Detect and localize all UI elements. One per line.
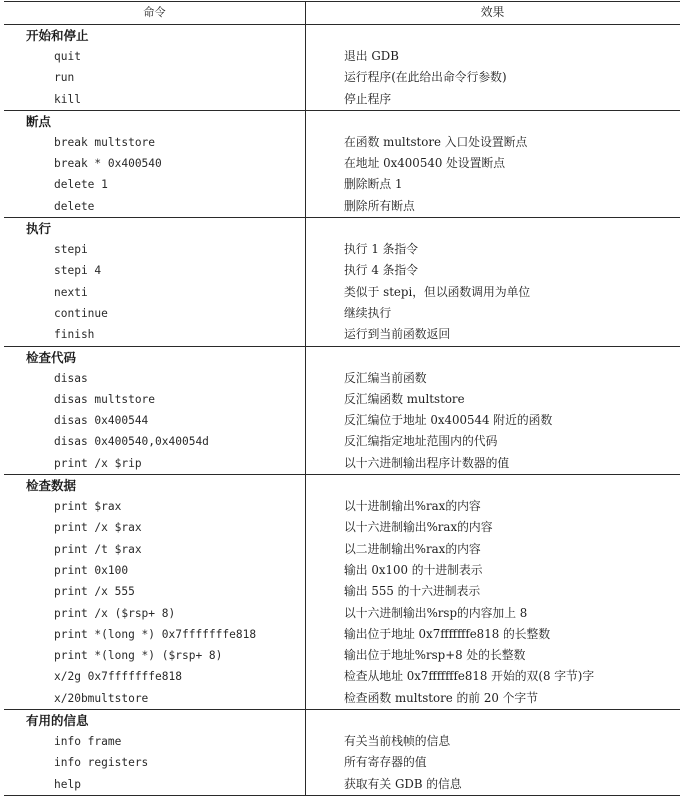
table-row xyxy=(4,410,680,431)
command-text: quit xyxy=(54,50,81,63)
effect-text: 获取有关 GDB 的信息 xyxy=(344,776,462,791)
command-text: print /x 555 xyxy=(54,585,135,599)
effect-text: 所有寄存器的值 xyxy=(344,755,427,770)
effect-text: 输出位于地址%rsp+8 处的长整数 xyxy=(344,648,526,663)
table-row xyxy=(4,67,680,88)
command-text: continue xyxy=(54,306,108,320)
command-text: info registers xyxy=(54,756,149,770)
command-text: print /x $rax xyxy=(54,521,142,535)
table-section xyxy=(4,25,680,111)
table-section xyxy=(4,710,680,796)
section-title: 断点 xyxy=(26,113,52,129)
section-title: 检查代码 xyxy=(26,349,77,365)
command-text: disas multstore xyxy=(54,392,156,406)
effect-text: 以十六进制输出%rsp的内容加上 8 xyxy=(344,605,528,620)
table-row xyxy=(4,196,680,217)
table-row xyxy=(4,774,680,795)
column-divider xyxy=(305,2,306,24)
table-row xyxy=(4,539,680,560)
table-row xyxy=(4,174,680,195)
effect-text: 有关当前栈帧的信息 xyxy=(344,734,451,749)
effect-text: 反汇编指定地址范围内的代码 xyxy=(344,434,498,449)
table-row xyxy=(4,603,680,624)
header-effect: 效果 xyxy=(480,5,505,19)
table-section xyxy=(4,111,680,218)
table-row xyxy=(4,431,680,452)
section-title: 执行 xyxy=(26,221,52,237)
command-text: info frame xyxy=(54,735,122,749)
command-text: print *(long *) ($rsp+ 8) xyxy=(54,649,223,663)
effect-text: 输出 0x100 的十进制表示 xyxy=(344,562,483,577)
command-text: delete xyxy=(54,199,95,213)
table-row xyxy=(4,132,680,153)
effect-text: 以十进制输出%rax的内容 xyxy=(344,499,481,514)
effect-text: 运行到当前函数返回 xyxy=(344,327,451,342)
command-text: kill xyxy=(54,92,81,106)
effect-text: 在地址 0x400540 处设置断点 xyxy=(344,156,506,171)
table-row xyxy=(4,389,680,410)
table-row xyxy=(4,46,680,67)
effect-text: 反汇编当前函数 xyxy=(344,370,427,385)
command-text: print $rax xyxy=(54,500,122,514)
command-text: x/2g 0x7fffffffe818 xyxy=(54,670,182,684)
command-text: help xyxy=(54,777,81,791)
table-row xyxy=(4,282,680,303)
table-row xyxy=(4,752,680,773)
effect-text: 删除所有断点 xyxy=(344,198,415,213)
effect-text: 执行 4 条指令 xyxy=(344,263,418,278)
effect-text: 检查从地址 0x7fffffffe818 开始的双(8 字节)字 xyxy=(344,669,595,684)
effect-text: 以十六进制输出程序计数器的值 xyxy=(344,455,510,470)
table-section xyxy=(4,475,680,710)
table-row xyxy=(4,89,680,110)
command-text: break multstore xyxy=(54,135,156,149)
effect-text: 以十六进制输出%rax的内容 xyxy=(344,520,493,535)
effect-text: 删除断点 1 xyxy=(344,177,403,192)
section-title: 有用的信息 xyxy=(26,713,89,729)
table-row xyxy=(4,496,680,517)
table-row xyxy=(4,239,680,260)
effect-text: 在函数 multstore 入口处设置断点 xyxy=(344,134,528,149)
effect-text: 执行 1 条指令 xyxy=(344,242,418,257)
command-text: print 0x100 xyxy=(54,563,129,577)
command-text: print *(long *) 0x7fffffffe818 xyxy=(54,627,257,641)
table-row xyxy=(4,153,680,174)
table-row xyxy=(4,645,680,666)
command-text: nexti xyxy=(54,285,88,299)
table-body xyxy=(4,25,680,796)
table-row xyxy=(4,368,680,389)
table-section xyxy=(4,218,680,346)
command-text: run xyxy=(54,71,75,85)
command-text: print /t $rax xyxy=(54,542,142,556)
table-row xyxy=(4,453,680,474)
effect-text: 反汇编位于地址 0x400544 附近的函数 xyxy=(344,413,553,428)
table-header xyxy=(4,1,680,25)
table-row xyxy=(4,666,680,687)
table-row xyxy=(4,517,680,538)
table-row xyxy=(4,731,680,752)
command-text: stepi 4 xyxy=(54,264,102,278)
table-row xyxy=(4,560,680,581)
command-text: stepi xyxy=(54,243,88,257)
command-text: finish xyxy=(54,328,95,342)
command-text: disas xyxy=(54,371,88,385)
command-text: print /x ($rsp+ 8) xyxy=(54,606,176,620)
command-text: disas 0x400540,0x40054d xyxy=(54,435,209,449)
command-text: delete 1 xyxy=(54,178,108,192)
effect-text: 以二进制输出%rax的内容 xyxy=(344,541,481,556)
effect-text: 检查函数 multstore 的前 20 个字节 xyxy=(344,690,538,705)
table-row xyxy=(4,303,680,324)
effect-text: 退出 GDB xyxy=(344,49,399,63)
command-text: print /x $rip xyxy=(54,456,142,470)
effect-text: 类似于 stepi，但以函数调用为单位 xyxy=(344,284,531,299)
command-text: break * 0x400540 xyxy=(54,157,162,171)
table-row xyxy=(4,260,680,281)
effect-text: 输出 555 的十六进制表示 xyxy=(344,584,481,599)
command-text: disas 0x400544 xyxy=(54,414,149,428)
gdb-command-table xyxy=(4,1,680,796)
table-row xyxy=(4,581,680,602)
table-section xyxy=(4,347,680,475)
section-title: 开始和停止 xyxy=(26,28,89,43)
header-command: 命令 xyxy=(143,6,166,19)
table-row xyxy=(4,324,680,345)
table-row xyxy=(4,624,680,645)
effect-text: 输出位于地址 0x7fffffffe818 的长整数 xyxy=(344,626,551,641)
effect-text: 停止程序 xyxy=(344,91,392,106)
table-row xyxy=(4,688,680,709)
effect-text: 运行程序(在此给出命令行参数) xyxy=(344,70,507,85)
effect-text: 反汇编函数 multstore xyxy=(344,391,465,406)
command-text: x/20bmultstore xyxy=(54,691,149,705)
section-title: 检查数据 xyxy=(26,478,77,494)
effect-text: 继续执行 xyxy=(344,305,392,320)
